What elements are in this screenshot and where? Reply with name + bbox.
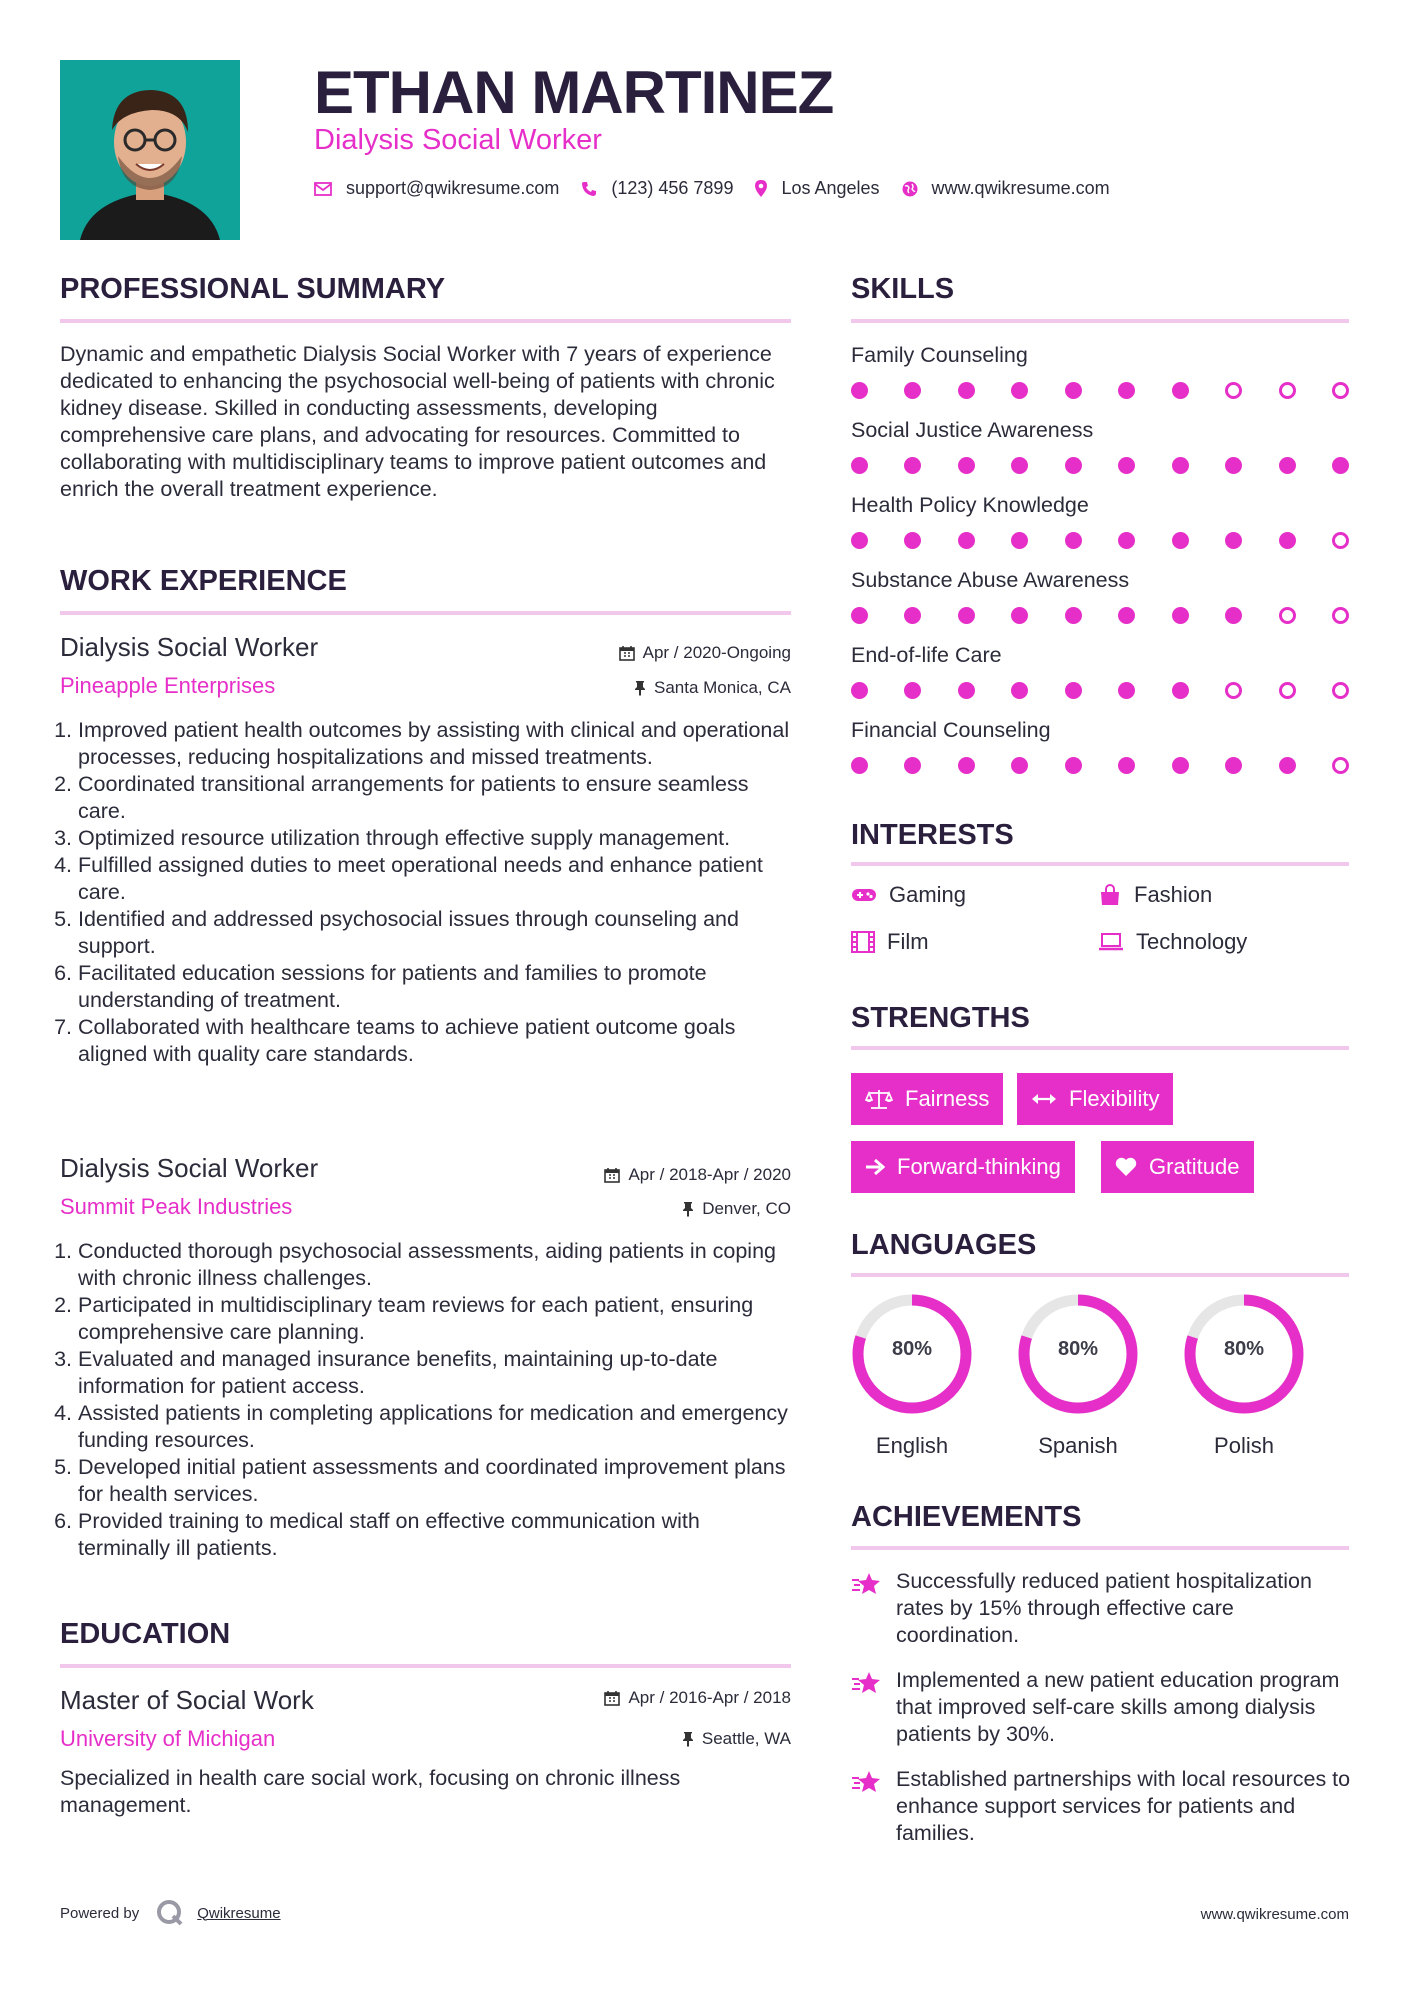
interest-gaming [851,882,966,908]
language-item [1183,1293,1305,1468]
rating-dot-filled [1172,457,1189,474]
heart-icon [1115,1157,1137,1177]
rating-dot-filled [958,682,975,699]
film-icon [851,931,875,953]
strength-tag-forward-thinking [851,1141,1075,1193]
pushpin-icon [634,680,646,696]
rating-dot-filled [904,682,921,699]
shopping-bag-icon [1098,883,1122,907]
rating-dot-empty [1332,382,1349,399]
rating-dot-filled [1118,607,1135,624]
rating-dot-filled [1118,757,1135,774]
rating-dot-filled [958,382,975,399]
pushpin-icon [682,1731,694,1747]
strengths-heading: STRENGTHS [851,1002,1030,1034]
skills-heading: SKILLS [851,273,955,305]
list-item: 6. Facilitated education sessions for patients and families to promote understanding of treatment. [78,960,795,1014]
rating-dot-filled [904,457,921,474]
education-divider [60,1664,791,1668]
job-bullets [60,1238,795,1562]
gamepad-icon [851,886,877,904]
candidate-title: Dialysis Social Worker [314,124,602,156]
rating-dot-filled [851,532,868,549]
list-item: 2. Participated in multidisciplinary team reviews for each patient, ensuring comprehensive care planning. [78,1292,795,1346]
strength-label: Forward-thinking [897,1154,1061,1179]
rating-dot-filled [851,757,868,774]
rating-dot-filled [1225,457,1242,474]
star-icon [851,1671,881,1697]
list-item: 4. Fulfilled assigned duties to meet operational needs and enhance patient care. [78,852,795,906]
list-item: 6. Provided training to medical staff on effective communication with terminally ill patients. [78,1508,795,1562]
rating-dot-filled [904,757,921,774]
rating-dot-empty [1332,607,1349,624]
experience-heading: WORK EXPERIENCE [60,565,347,597]
footer-powered-by [60,1898,281,1928]
rating-dot-filled [1225,532,1242,549]
rating-dot-filled [958,457,975,474]
location-text: Los Angeles [781,178,880,198]
job-location [634,678,791,698]
list-item: 1. Improved patient health outcomes by assisting with clinical and operational processes, reducing hospitalizations and missed treatments. [78,717,795,771]
interest-technology [1098,929,1247,955]
language-name: Spanish [1038,1433,1118,1458]
rating-dot-filled [958,757,975,774]
interests-heading: INTERESTS [851,819,1014,851]
education-dates [604,1688,791,1708]
rating-dot-filled [1172,682,1189,699]
rating-dot-filled [1279,532,1296,549]
star-icon [851,1770,881,1796]
list-item: 1. Conducted thorough psychosocial assessments, aiding patients in coping with chronic illness challenges. [78,1238,795,1292]
strength-tag-flexibility [1017,1073,1173,1125]
education-location-text: Seattle, WA [701,1729,791,1748]
strengths-divider [851,1046,1349,1050]
achievement-text: Established partnerships with local resources to enhance support services for patients and families. [896,1767,1351,1845]
rating-dot-filled [1172,532,1189,549]
rating-dot-filled [1065,682,1082,699]
skill-rating [851,607,1349,624]
rating-dot-filled [851,382,868,399]
achievements-heading: ACHIEVEMENTS [851,1501,1082,1533]
rating-dot-filled [1065,607,1082,624]
list-item: 4. Assisted patients in completing applications for medication and emergency funding resources. [78,1400,795,1454]
experience-divider [60,611,791,615]
rating-dot-empty [1332,757,1349,774]
skill-rating [851,382,1349,399]
rating-dot-filled [1065,757,1082,774]
profile-photo [60,60,240,240]
job-dates [604,1165,791,1185]
contact-email[interactable] [314,178,559,199]
rating-dot-filled [851,682,868,699]
contact-phone[interactable] [581,178,733,199]
job-bullets [60,717,795,1068]
list-item: 3. Evaluated and managed insurance benefits, maintaining up-to-date information for patient access. [78,1346,795,1400]
rating-dot-filled [904,607,921,624]
rating-dot-filled [1332,457,1349,474]
achievement-text: Successfully reduced patient hospitalization rates by 15% through effective care coordination. [896,1569,1312,1647]
rating-dot-filled [1011,382,1028,399]
globe-icon [902,181,918,197]
job-location [682,1199,791,1219]
rating-dot-empty [1225,682,1242,699]
job-title: Dialysis Social Worker [60,632,319,662]
rating-dot-filled [1118,532,1135,549]
interest-fashion [1098,882,1212,908]
skills-divider [851,319,1349,323]
qwikresume-logo-icon [155,1898,185,1928]
job-dates-text: Apr / 2018-Apr / 2020 [628,1165,791,1184]
footer-brand-link[interactable]: Qwikresume [197,1904,281,1922]
rating-dot-filled [1011,457,1028,474]
rating-dot-filled [1225,757,1242,774]
strength-label: Flexibility [1069,1086,1160,1111]
contact-website[interactable] [902,178,1110,199]
interest-film [851,929,929,955]
language-percent: 80% [1223,1338,1265,1360]
summary-text: Dynamic and empathetic Dialysis Social Worker with 7 years of experience dedicated to enhancing the psychosocial well-being of patients with chronic kidney disease. Skilled in conducting assessments, developing comprehensive care plans, and advocating for resources. Committed to collaborating with multidisciplinary teams to improve patient outcomes and enrich the overall treatment experience. [60,342,775,501]
rating-dot-filled [1011,607,1028,624]
list-item: 3. Optimized resource utilization through effective supply management. [78,825,795,852]
map-pin-icon [755,180,767,197]
calendar-icon [619,645,635,661]
rating-dot-filled [958,607,975,624]
footer-url[interactable]: www.qwikresume.com [1200,1906,1349,1923]
interest-label: Film [887,929,929,954]
skill-name: Substance Abuse Awareness [851,568,1130,592]
rating-dot-filled [1172,757,1189,774]
education-description: Specialized in health care social work, focusing on chronic illness management. [60,1766,681,1817]
rating-dot-empty [1332,682,1349,699]
skill-rating [851,757,1349,774]
website-text: www.qwikresume.com [931,178,1110,198]
rating-dot-filled [1172,607,1189,624]
education-location [682,1729,791,1749]
rating-dot-empty [1332,532,1349,549]
rating-dot-empty [1279,607,1296,624]
languages-divider [851,1273,1349,1277]
list-item: 5. Identified and addressed psychosocial issues through counseling and support. [78,906,795,960]
candidate-name: ETHAN MARTINEZ [314,59,834,126]
rating-dot-filled [851,457,868,474]
rating-dot-filled [851,607,868,624]
star-icon [851,1572,881,1598]
rating-dot-filled [904,532,921,549]
rating-dot-filled [1279,757,1296,774]
skill-name: End-of-life Care [851,643,1002,667]
rating-dot-filled [1011,532,1028,549]
school-name: University of Michigan [60,1726,276,1751]
arrow-right-icon [865,1158,885,1176]
degree-title: Master of Social Work [60,1685,314,1715]
job-location-text: Santa Monica, CA [653,678,791,697]
summary-heading: PROFESSIONAL SUMMARY [60,273,446,305]
email-text: support@qwikresume.com [346,178,560,198]
language-percent: 80% [891,1338,933,1360]
rating-dot-filled [1065,382,1082,399]
balance-scale-icon [865,1088,893,1110]
job-dates [619,643,791,663]
list-item: 7. Collaborated with healthcare teams to achieve patient outcome goals aligned with quality care standards. [78,1014,795,1068]
skill-rating [851,457,1349,474]
skill-name: Financial Counseling [851,718,1051,742]
language-item [851,1293,973,1468]
achievement-text: Implemented a new patient education program that improved self-care skills among dialysis patients by 30%. [896,1668,1340,1746]
rating-dot-filled [1011,757,1028,774]
rating-dot-filled [1011,682,1028,699]
contact-location [755,178,879,199]
interest-label: Technology [1136,929,1248,954]
interests-divider [851,862,1349,866]
contact-bar [314,178,1132,199]
education-heading: EDUCATION [60,1618,231,1650]
rating-dot-empty [1225,382,1242,399]
interest-label: Fashion [1134,882,1213,907]
laptop-icon [1098,932,1124,952]
rating-dot-empty [1279,382,1296,399]
rating-dot-filled [1172,382,1189,399]
rating-dot-filled [1279,457,1296,474]
skill-name: Social Justice Awareness [851,418,1094,442]
strength-tag-fairness [851,1073,1003,1125]
language-name: Polish [1214,1433,1274,1458]
achievements-divider [851,1546,1349,1550]
envelope-icon [314,182,332,196]
calendar-icon [604,1167,620,1183]
skill-rating [851,682,1349,699]
skill-name: Family Counseling [851,343,1028,367]
rating-dot-filled [904,382,921,399]
job-company: Pineapple Enterprises [60,673,276,698]
arrows-horizontal-icon [1031,1092,1057,1106]
language-name: English [875,1433,949,1458]
summary-divider [60,319,791,323]
skill-name: Health Policy Knowledge [851,493,1089,517]
strength-label: Gratitude [1149,1154,1240,1179]
calendar-icon [604,1690,620,1706]
pushpin-icon [682,1201,694,1217]
rating-dot-filled [958,532,975,549]
strength-label: Fairness [905,1086,990,1111]
rating-dot-filled [1065,532,1082,549]
powered-by-text: Powered by [60,1904,140,1922]
phone-text: (123) 456 7899 [611,178,734,198]
job-location-text: Denver, CO [702,1199,791,1218]
language-item [1017,1293,1139,1468]
education-dates-text: Apr / 2016-Apr / 2018 [628,1688,791,1707]
strength-tag-gratitude [1101,1141,1254,1193]
phone-icon [581,181,597,197]
rating-dot-filled [1225,607,1242,624]
rating-dot-filled [1118,457,1135,474]
rating-dot-filled [1118,682,1135,699]
rating-dot-filled [1118,382,1135,399]
skill-rating [851,532,1349,549]
interest-label: Gaming [889,882,967,907]
job-title: Dialysis Social Worker [60,1153,319,1183]
list-item: 5. Developed initial patient assessments and coordinated improvement plans for health services. [78,1454,795,1508]
language-percent: 80% [1057,1338,1099,1360]
languages-heading: LANGUAGES [851,1229,1037,1261]
job-dates-text: Apr / 2020-Ongoing [642,643,791,662]
rating-dot-filled [1065,457,1082,474]
job-company: Summit Peak Industries [60,1194,293,1219]
list-item: 2. Coordinated transitional arrangements for patients to ensure seamless care. [78,771,795,825]
rating-dot-empty [1279,682,1296,699]
